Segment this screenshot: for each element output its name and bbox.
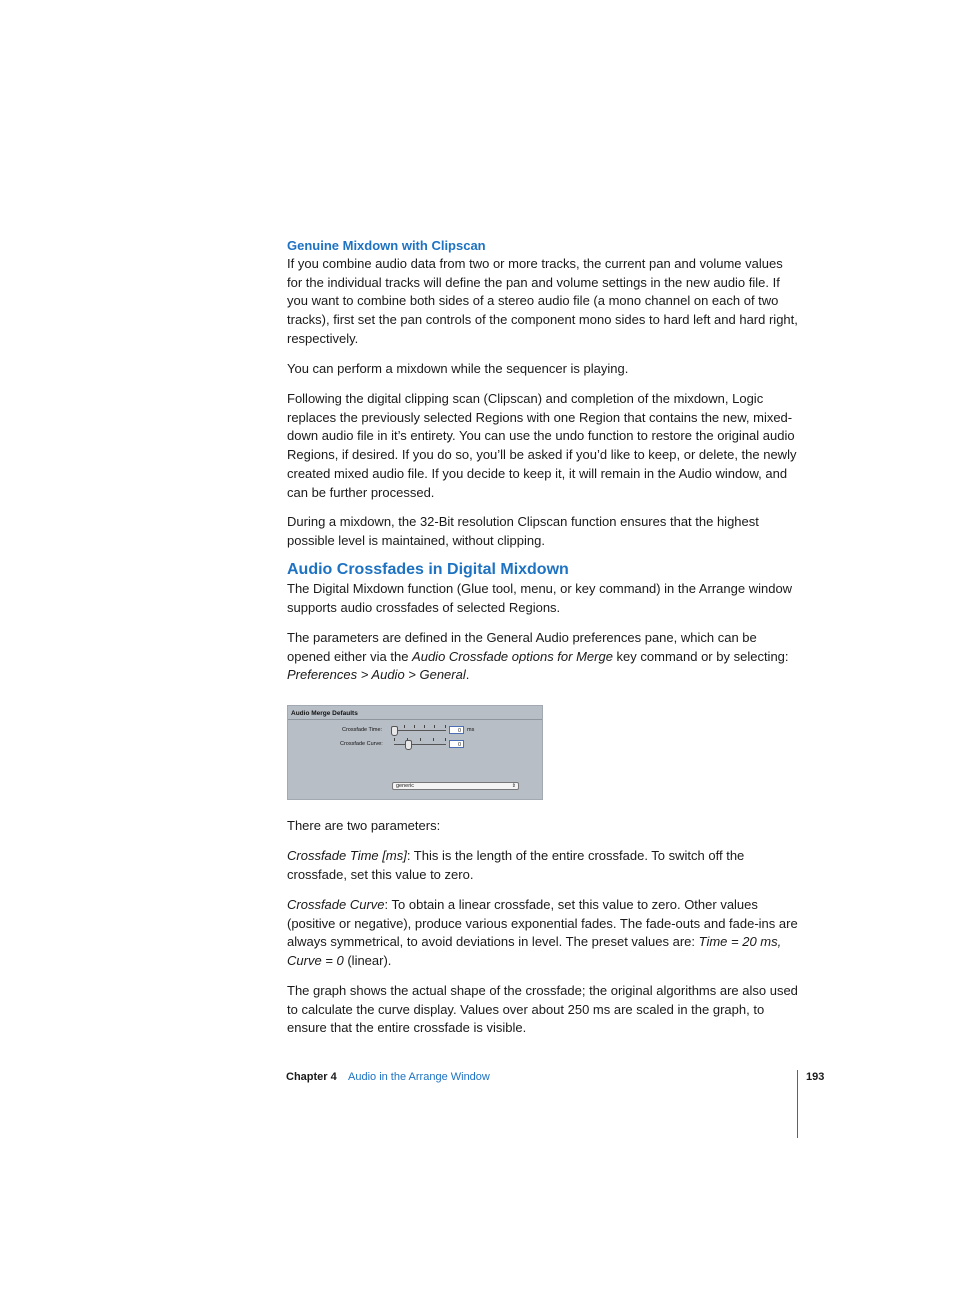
paragraph-clipscan: Following the digital clipping scan (Clipscan) and completion of the mixdown, Logic replaces the previously selected Regions with one Region that contains the new, mixed-down audio file in it’s entirety. You can use the undo function to restore the original audio Regions, if desired. If you do so, you’ll be asked if you’d like to keep, or delete, the newly created mixed audio file. If you decide to keep it, it will remain in the Audio window, and can be further processed. <box>287 391 797 500</box>
paragraph-graph: The graph shows the actual shape of the crossfade; the original algorithms are also used to calculate the curve display. Values over about 250 ms are scaled in the graph, to ensure that the entire crossfade is visible. <box>287 983 798 1036</box>
crossfade-time-field[interactable]: 0 <box>449 726 464 734</box>
panel-divider <box>288 719 542 720</box>
footer-section-title: Audio in the Arrange Window <box>348 1071 490 1083</box>
section-heading-audio-crossfades: Audio Crossfades in Digital Mixdown <box>287 561 569 578</box>
preset-popup-menu[interactable] <box>392 782 519 790</box>
popup-arrows-icon: ⇕ <box>511 783 516 789</box>
paragraph-crossfade-time: Crossfade Time [ms]: This is the length of the entire crossfade. To switch off the crossfade, set this value to zero. <box>287 848 745 882</box>
footer-rule <box>797 1070 798 1138</box>
crossfade-time-ticks <box>394 725 446 729</box>
paragraph-parameters: The parameters are defined in the General Audio preferences pane, which can be opened either via the Audio Crossfade options for Merge key command or by selecting: Preferences > Audio > General. <box>287 630 789 683</box>
crossfade-curve-field[interactable]: 0 <box>449 740 464 748</box>
audio-merge-defaults-panel <box>287 705 543 800</box>
crossfade-curve-slider[interactable] <box>394 744 446 745</box>
crossfade-time-label: Crossfade Time: <box>342 727 383 733</box>
crossfade-curve-ticks <box>394 738 446 742</box>
paragraph-combine-audio: If you combine audio data from two or more tracks, the current pan and volume values for the individual tracks will define the pan and volume settings in the new audio file. If you want to combine both sides of a stereo audio file (a mono channel on each of two tracks), first set the pan controls of the component mono sides to hard left and hard right, respectively. <box>287 256 798 346</box>
panel-title: Audio Merge Defaults <box>291 710 358 717</box>
paragraph-two-parameters: There are two parameters: <box>287 818 441 833</box>
crossfade-time-slider[interactable] <box>394 730 446 731</box>
crossfade-time-slider-knob[interactable] <box>391 726 398 736</box>
crossfade-time-unit: ms <box>467 727 475 733</box>
paragraph-crossfade-curve: Crossfade Curve: To obtain a linear crossfade, set this value to zero. Other values (positive or negative), produce various exponential fades. The fade-outs and fade-ins are always symmetrical, to avoid deviations in level. The preset values are: Time = 20 ms, Curve = 0 (linear). <box>287 897 798 969</box>
paragraph-mixdown-playing: You can perform a mixdown while the sequencer is playing. <box>287 361 629 376</box>
footer-chapter: Chapter 4 <box>286 1071 337 1083</box>
preset-popup-value: generic <box>396 783 415 789</box>
paragraph-32bit: During a mixdown, the 32-Bit resolution Clipscan function ensures that the highest possible level is maintained, without clipping. <box>287 514 759 548</box>
paragraph-digital-mixdown: The Digital Mixdown function (Glue tool, menu, or key command) in the Arrange window supports audio crossfades of selected Regions. <box>287 581 793 615</box>
crossfade-curve-label: Crossfade Curve: <box>340 741 383 747</box>
page-number: 193 <box>806 1071 825 1083</box>
section-heading-genuine-mixdown: Genuine Mixdown with Clipscan <box>287 238 486 253</box>
crossfade-curve-slider-knob[interactable] <box>405 740 412 750</box>
